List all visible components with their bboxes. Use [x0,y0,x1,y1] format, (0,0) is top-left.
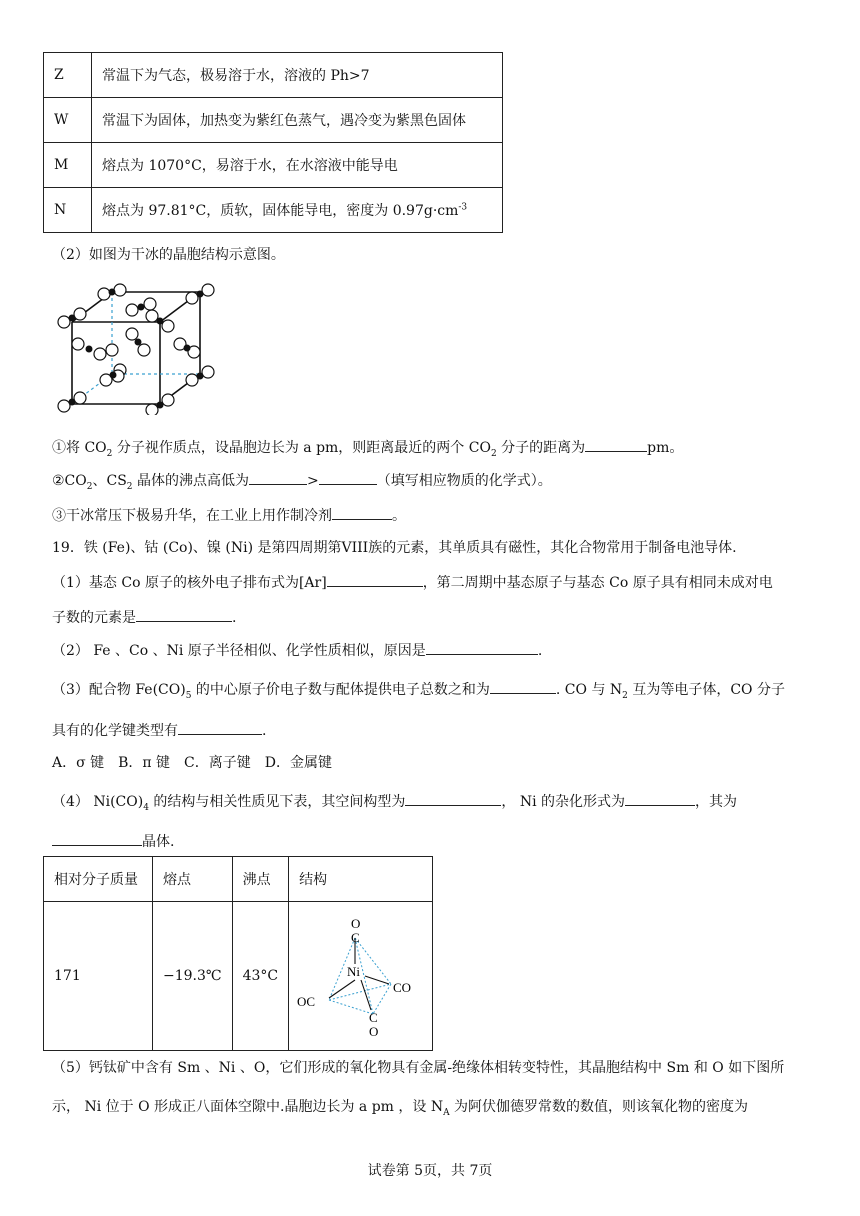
struct-label: C [369,1010,378,1025]
desc-cell: 常温下为气态，极易溶于水，溶液的 Ph>7 [92,53,503,98]
cell-molar-mass: 171 [44,902,153,1051]
answer-blank[interactable] [405,804,501,806]
answer-blank[interactable] [327,585,423,587]
text: 为阿伏伽德罗常数的数值，则该氧化物的密度为 [449,1099,749,1115]
question-18-item-2 [52,470,552,492]
subscript: 2 [86,481,93,492]
answer-blank[interactable] [52,844,142,846]
question-18-2: （2）如图为干冰的晶胞结构示意图。 [52,247,285,263]
question-19-2 [52,640,542,660]
question-19-3-cont [52,720,266,740]
desc-text: 熔点为 97.81°C，质软，固体能导电，密度为 0.97g·cm [102,203,459,219]
subscript: 5 [185,690,192,701]
answer-blank[interactable] [490,692,556,694]
text: . CO 与 N [555,682,623,698]
question-18-item-3 [52,505,406,525]
question-19-1 [52,572,773,592]
question-19-5-cont [52,1096,748,1118]
symbol-cell: N [44,188,92,233]
struct-label: CO [393,980,412,995]
struct-label: Ni [347,964,361,979]
element-property-table [43,52,503,233]
text: 分子的距离为 [496,440,586,456]
question-19-5: （5）钙钛矿中含有 Sm 、Ni 、O，它们形成的氧化物具有金属-绝缘体相转变特性，其晶胞结构中 Sm 和 O 如下图所 [52,1060,785,1076]
text: 分子视作质点，设晶胞边长为 a pm，则距离最近的两个 CO [112,440,491,456]
table-header-row [44,857,433,902]
text: 的结构与相关性质见下表，其空间构型为 [148,794,406,810]
text: 示， Ni 位于 O 形成正八面体空隙中.晶胞边长为 a pm ，设 N [52,1099,444,1115]
subscript: 2 [126,481,133,492]
struct-label: C [351,930,360,945]
answer-blank[interactable] [178,733,262,735]
text: 具有的化学键类型有 [52,723,178,739]
text: （填写相应物质的化学式）。 [376,473,552,489]
answer-blank[interactable] [136,620,232,622]
answer-blank[interactable] [625,804,695,806]
header-cell: 熔点 [153,857,233,902]
text: （4） Ni(CO) [52,794,144,810]
struct-label: O [369,1024,379,1039]
question-19-1-cont [52,607,236,627]
text: （2） Fe 、Co 、Ni 原子半径相似、化学性质相似，原因是 [52,643,426,659]
text: 子数的元素是 [52,610,136,626]
struct-label: O [351,916,361,931]
text: ，其为 [695,794,738,810]
desc-cell: 熔点为 1070°C，易溶于水，在水溶液中能导电 [92,143,503,188]
text: ①将 CO [52,440,107,456]
text: 、CS [92,473,127,489]
text: 互为等电子体，CO 分子 [627,682,785,698]
subscript: 2 [490,448,497,459]
question-19-4 [52,791,737,813]
struct-label: OC [297,994,316,1009]
text: > [306,473,319,489]
question-19-3: （3）配合物 $Fe(CO)_5$ 的中心原子价电子数与配体提供电子总数之和为 . CO 与 $N_2$ 互为等电子体，CO 分子 [52,682,785,701]
question-19-4-cont [52,831,174,851]
text: （3）配合物 Fe(CO) [52,682,186,698]
table-row [44,143,503,188]
table-row [44,98,503,143]
table-row [44,188,503,233]
header-cell: 结构 [289,857,433,902]
text: pm。 [647,440,684,456]
desc-cell [92,188,503,233]
text: 。 [392,508,406,524]
table-row [44,902,433,1051]
dry-ice-unit-cell-diagram [52,280,222,415]
superscript: -3 [458,202,468,213]
question-18-item-1 [52,437,683,459]
question-19-3-options[interactable]: A．σ 键 B．π 键 C．离子键 D．金属键 [52,755,332,771]
text: . [262,723,267,739]
question-19-stem: 19．铁 (Fe)、钴 (Co)、镍 (Ni) 是第四周期第VIII族的元素，其单质具有磁性，其化合物常用于制备电池导体. [52,540,737,556]
answer-blank[interactable] [426,653,538,655]
text: （1）基态 Co 原子的核外电子排布式为[Ar] [52,575,327,591]
subscript: 2 [106,448,113,459]
cell-boiling-point: 43°C [232,902,289,1051]
nico4-property-table [43,856,433,1051]
cell-melting-point: −19.3℃ [153,902,233,1051]
text: 晶体. [142,834,175,850]
subscript: A [443,1107,450,1118]
subscript: 4 [143,802,149,813]
symbol-cell: W [44,98,92,143]
answer-blank[interactable] [585,450,647,452]
symbol-cell: M [44,143,92,188]
text: ，第二周期中基态原子与基态 Co 原子具有相同未成对电 [422,575,773,591]
header-cell: 沸点 [232,857,289,902]
answer-blank[interactable] [319,483,377,485]
table-row [44,53,503,98]
text: ③干冰常压下极易升华，在工业上用作制冷剂 [52,508,332,524]
text: 晶体的沸点高低为 [132,473,249,489]
symbol-cell: Z [44,53,92,98]
text: . [537,643,543,659]
answer-blank[interactable] [332,518,392,520]
header-cell: 相对分子质量 [44,857,153,902]
text: 的中心原子价电子数与配体提供电子总数之和为 [191,682,490,698]
text: ， Ni 的杂化形式为 [501,794,626,810]
answer-blank[interactable] [249,483,307,485]
text: ②CO [52,473,87,489]
cell-structure [289,902,433,1051]
nico4-structure-diagram [289,902,432,1046]
page-footer: 试卷第 5页，共 7页 [367,1163,493,1179]
desc-cell: 常温下为固体，加热变为紫红色蒸气，遇冷变为紫黑色固体 [92,98,503,143]
text: . [232,610,237,626]
